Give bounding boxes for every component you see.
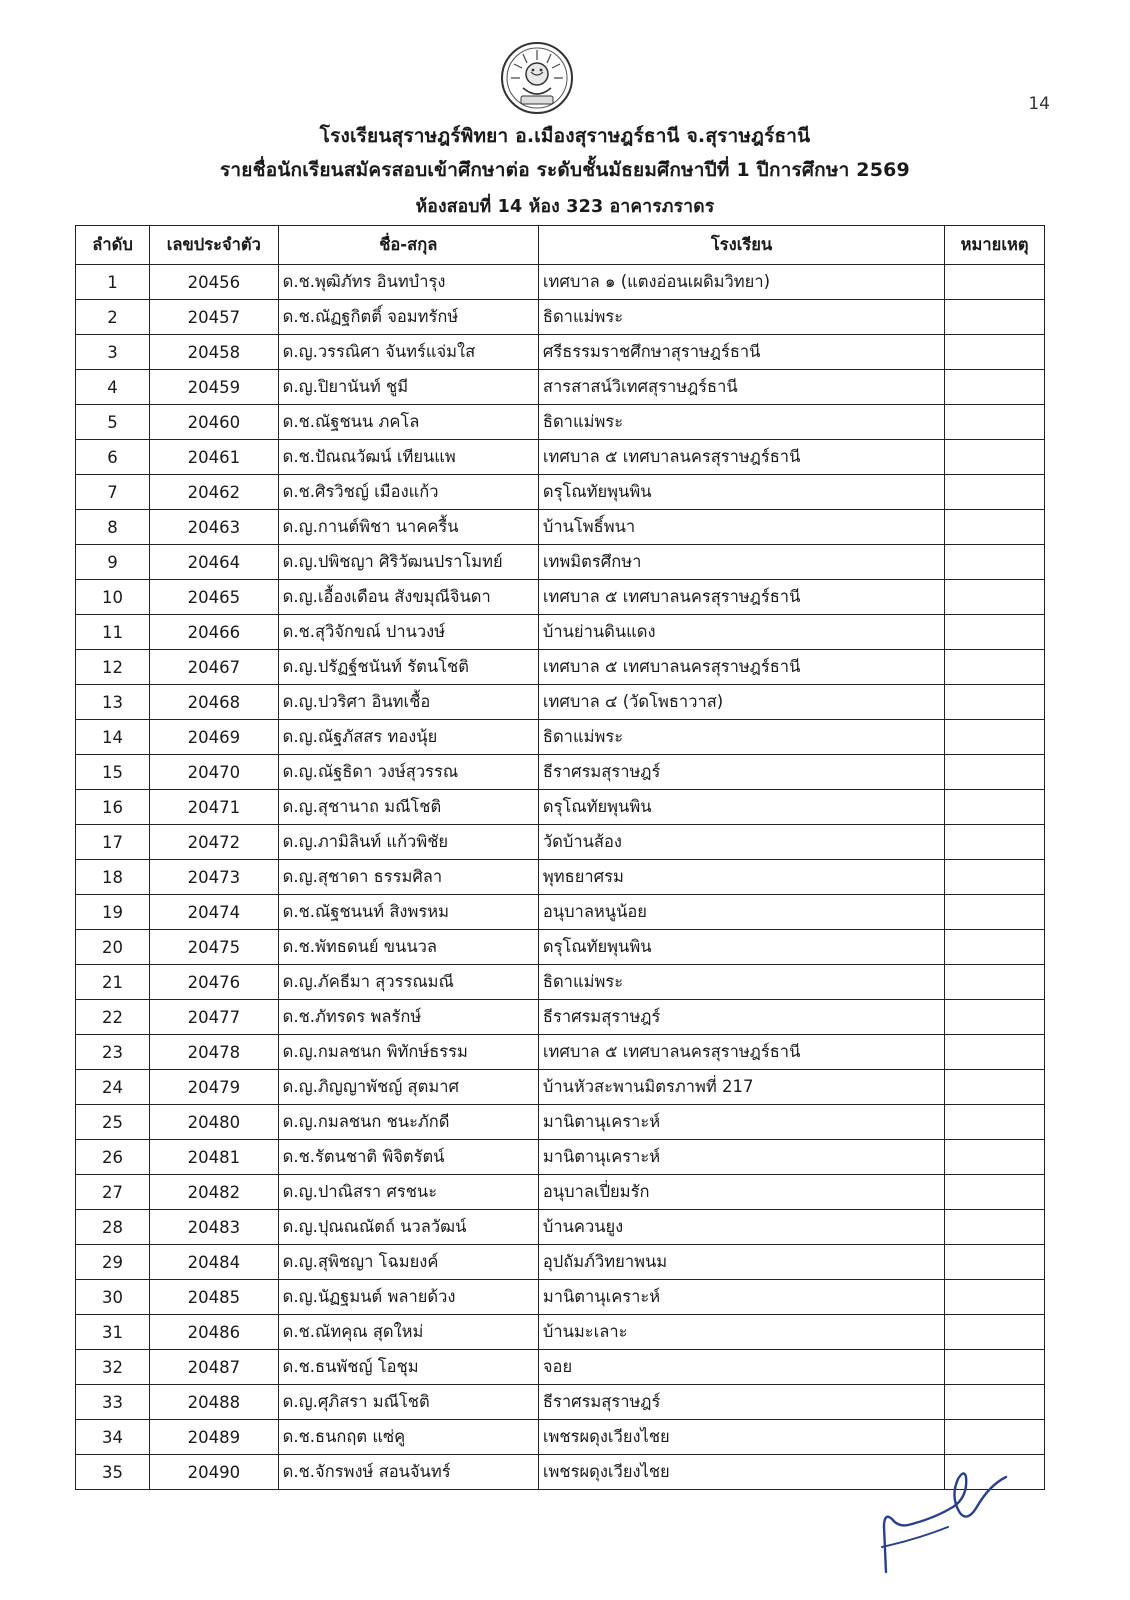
student-id-cell: 20468 [150,685,279,720]
student-id-cell: 20464 [150,545,279,580]
row-order-cell: 6 [76,440,150,475]
table-row [76,720,1045,755]
student-id-cell: 20462 [150,475,279,510]
table-row [76,335,1045,370]
table-row [76,1175,1045,1210]
student-name-cell: ด.ญ.ปุณณณัตถ์ นวลวัฒน์ [278,1210,538,1245]
page-number: 14 [1028,94,1050,114]
previous-school-cell: มานิตานุเคราะห์ [538,1140,944,1175]
previous-school-cell: สารสาสน์วิเทศสุราษฎร์ธานี [538,370,944,405]
table-row [76,1385,1045,1420]
previous-school-cell: บ้านย่านดินแดง [538,615,944,650]
remark-cell [945,1385,1045,1420]
row-order-cell: 15 [76,755,150,790]
student-id-cell: 20456 [150,265,279,300]
previous-school-cell: ธิดาแม่พระ [538,405,944,440]
student-id-cell: 20459 [150,370,279,405]
remark-cell [945,580,1045,615]
table-row [76,860,1045,895]
student-name-cell: ด.ญ.ภามิลินท์ แก้วพิชัย [278,825,538,860]
table-row [76,1035,1045,1070]
previous-school-cell: เพชรผดุงเวียงไชย [538,1455,944,1490]
student-id-cell: 20465 [150,580,279,615]
student-name-cell: ด.ช.ณัฏฐกิตติ์ จอมทรักษ์ [278,300,538,335]
table-row [76,895,1045,930]
student-id-cell: 20458 [150,335,279,370]
remark-cell [945,755,1045,790]
student-name-cell: ด.ช.ภัทรดร พลรักษ์ [278,1000,538,1035]
student-id-cell: 20471 [150,790,279,825]
student-id-cell: 20461 [150,440,279,475]
table-row [76,1210,1045,1245]
table-row [76,1245,1045,1280]
student-name-cell: ด.ญ.กานต์พิชา นาคครื้น [278,510,538,545]
row-order-cell: 35 [76,1455,150,1490]
row-order-cell: 3 [76,335,150,370]
student-id-cell: 20490 [150,1455,279,1490]
row-order-cell: 13 [76,685,150,720]
table-row [76,545,1045,580]
remark-cell [945,790,1045,825]
remark-cell [945,1315,1045,1350]
school-name-heading: โรงเรียนสุราษฎร์พิทยา อ.เมืองสุราษฎร์ธานี จ.สุราษฎร์ธานี [319,125,811,147]
student-name-cell: ด.ช.ณัฐชนน ภคโล [278,405,538,440]
previous-school-cell: ธิดาแม่พระ [538,300,944,335]
table-row [76,755,1045,790]
row-order-cell: 29 [76,1245,150,1280]
student-name-cell: ด.ญ.สุชาดา ธรรมศิลา [278,860,538,895]
remark-cell [945,1280,1045,1315]
student-id-cell: 20475 [150,930,279,965]
previous-school-cell: บ้านหัวสะพานมิตรภาพที่ 217 [538,1070,944,1105]
previous-school-cell: ธิดาแม่พระ [538,965,944,1000]
row-order-cell: 17 [76,825,150,860]
previous-school-cell: มานิตานุเคราะห์ [538,1105,944,1140]
row-order-cell: 7 [76,475,150,510]
row-order-cell: 8 [76,510,150,545]
student-name-cell: ด.ญ.ศุภิสรา มณีโชติ [278,1385,538,1420]
student-id-cell: 20483 [150,1210,279,1245]
table-row [76,1420,1045,1455]
table-row [76,370,1045,405]
table-row [76,440,1045,475]
student-id-cell: 20478 [150,1035,279,1070]
row-order-cell: 26 [76,1140,150,1175]
remark-cell [945,965,1045,1000]
student-name-cell: ด.ช.ธนกฤต แซ่คู [278,1420,538,1455]
row-order-cell: 11 [76,615,150,650]
table-row [76,580,1045,615]
table-row [76,615,1045,650]
row-order-cell: 23 [76,1035,150,1070]
previous-school-cell: ธีราศรมสุราษฎร์ [538,755,944,790]
row-order-cell: 25 [76,1105,150,1140]
previous-school-cell: ธีราศรมสุราษฎร์ [538,1385,944,1420]
remark-cell [945,685,1045,720]
row-order-cell: 18 [76,860,150,895]
student-name-cell: ด.ช.รัตนชาติ พิจิตรัตน์ [278,1140,538,1175]
document-title: รายชื่อนักเรียนสมัครสอบเข้าศึกษาต่อ ระดับชั้นมัธยมศึกษาปีที่ 1 ปีการศึกษา 2569 [220,159,910,181]
column-header-school: โรงเรียน [538,226,944,265]
student-name-cell: ด.ญ.สุชานาถ มณีโชติ [278,790,538,825]
table-row [76,1000,1045,1035]
previous-school-cell: ศรีธรรมราชศึกษาสุราษฎร์ธานี [538,335,944,370]
previous-school-cell: บ้านมะเลาะ [538,1315,944,1350]
student-id-cell: 20479 [150,1070,279,1105]
student-id-cell: 20484 [150,1245,279,1280]
row-order-cell: 1 [76,265,150,300]
previous-school-cell: เทศบาล ๕ เทศบาลนครสุราษฎร์ธานี [538,650,944,685]
table-row [76,475,1045,510]
row-order-cell: 10 [76,580,150,615]
remark-cell [945,720,1045,755]
row-order-cell: 30 [76,1280,150,1315]
row-order-cell: 21 [76,965,150,1000]
row-order-cell: 20 [76,930,150,965]
remark-cell [945,300,1045,335]
previous-school-cell: ดรุโณทัยพุนพิน [538,930,944,965]
row-order-cell: 12 [76,650,150,685]
student-name-cell: ด.ญ.นัฏฐมนต์ พลายด้วง [278,1280,538,1315]
remark-cell [945,405,1045,440]
remark-cell [945,1420,1045,1455]
student-name-cell: ด.ช.สุวิจักขณ์ ปานวงษ์ [278,615,538,650]
previous-school-cell: เทศบาล ๕ เทศบาลนครสุราษฎร์ธานี [538,1035,944,1070]
table-row [76,300,1045,335]
remark-cell [945,895,1045,930]
student-id-cell: 20488 [150,1385,279,1420]
previous-school-cell: วัดบ้านส้อง [538,825,944,860]
row-order-cell: 22 [76,1000,150,1035]
remark-cell [945,265,1045,300]
school-emblem-seal-icon [499,40,575,116]
row-order-cell: 28 [76,1210,150,1245]
row-order-cell: 4 [76,370,150,405]
previous-school-cell: พุทธยาศรม [538,860,944,895]
row-order-cell: 24 [76,1070,150,1105]
remark-cell [945,1105,1045,1140]
remark-cell [945,370,1045,405]
student-id-cell: 20476 [150,965,279,1000]
student-name-cell: ด.ช.ณัฐชนนท์ สิงพรหม [278,895,538,930]
student-name-cell: ด.ญ.ณัฐธิดา วงษ์สุวรรณ [278,755,538,790]
table-row [76,930,1045,965]
previous-school-cell: อนุบาลเปี่ยมรัก [538,1175,944,1210]
student-name-cell: ด.ญ.เอื้องเดือน สังขมุณีจินดา [278,580,538,615]
student-name-cell: ด.ช.ณัทคุณ สุดใหม่ [278,1315,538,1350]
previous-school-cell: บ้านโพธิ์พนา [538,510,944,545]
row-order-cell: 32 [76,1350,150,1385]
previous-school-cell: ดรุโณทัยพุนพิน [538,790,944,825]
table-row [76,790,1045,825]
student-name-cell: ด.ช.ธนพัชญ์ โอชุม [278,1350,538,1385]
student-name-cell: ด.ญ.ปวริศา อินทเชื้อ [278,685,538,720]
remark-cell [945,615,1045,650]
remark-cell [945,1175,1045,1210]
student-name-cell: ด.ญ.ภัคธีมา สุวรรณมณี [278,965,538,1000]
student-name-cell: ด.ช.ปัณณวัฒน์ เทียนแพ [278,440,538,475]
student-name-cell: ด.ญ.ปาณิสรา ศรชนะ [278,1175,538,1210]
student-name-cell: ด.ญ.ณัฐภัสสร ทองนุ้ย [278,720,538,755]
student-name-cell: ด.ญ.ปรัฏฐ์ชนันท์ รัตนโชติ [278,650,538,685]
remark-cell [945,475,1045,510]
remark-cell [945,650,1045,685]
table-row [76,265,1045,300]
table-row [76,825,1045,860]
previous-school-cell: ธีราศรมสุราษฎร์ [538,1000,944,1035]
student-name-cell: ด.ญ.ปพิชญา ศิริวัฒนปราโมทย์ [278,545,538,580]
student-id-cell: 20477 [150,1000,279,1035]
previous-school-cell: จอย [538,1350,944,1385]
roster-body [76,265,1045,1490]
row-order-cell: 31 [76,1315,150,1350]
remark-cell [945,1140,1045,1175]
table-row [76,1350,1045,1385]
student-name-cell: ด.ญ.สุพิชญา โฉมยงค์ [278,1245,538,1280]
table-row [76,685,1045,720]
column-header-name: ชื่อ-สกุล [278,226,538,265]
student-id-cell: 20472 [150,825,279,860]
student-name-cell: ด.ญ.กมลชนก พิทักษ์ธรรม [278,1035,538,1070]
row-order-cell: 33 [76,1385,150,1420]
student-id-cell: 20474 [150,895,279,930]
row-order-cell: 14 [76,720,150,755]
previous-school-cell: เทศบาล ๕ เทศบาลนครสุราษฎร์ธานี [538,440,944,475]
previous-school-cell: บ้านควนยูง [538,1210,944,1245]
previous-school-cell: ธิดาแม่พระ [538,720,944,755]
student-id-cell: 20486 [150,1315,279,1350]
student-name-cell: ด.ช.จักรพงษ์ สอนจันทร์ [278,1455,538,1490]
previous-school-cell: ดรุโณทัยพุนพิน [538,475,944,510]
student-id-cell: 20469 [150,720,279,755]
student-name-cell: ด.ช.พุฒิภัทร อินทบำรุง [278,265,538,300]
table-row [76,1315,1045,1350]
table-row [76,510,1045,545]
student-id-cell: 20463 [150,510,279,545]
student-id-cell: 20457 [150,300,279,335]
remark-cell [945,1245,1045,1280]
student-name-cell: ด.ญ.ปิยานันท์ ชูมี [278,370,538,405]
student-id-cell: 20485 [150,1280,279,1315]
table-row [76,650,1045,685]
table-row [76,1070,1045,1105]
remark-cell [945,510,1045,545]
previous-school-cell: อนุบาลหนูน้อย [538,895,944,930]
row-order-cell: 5 [76,405,150,440]
previous-school-cell: เพชรผดุงเวียงไชย [538,1420,944,1455]
student-name-cell: ด.ญ.ภิญญาพัชญ์ สุตมาศ [278,1070,538,1105]
row-order-cell: 27 [76,1175,150,1210]
remark-cell [945,930,1045,965]
previous-school-cell: เทพมิตรศึกษา [538,545,944,580]
remark-cell [945,825,1045,860]
student-name-cell: ด.ช.พัทธดนย์ ขนนวล [278,930,538,965]
remark-cell [945,545,1045,580]
remark-cell [945,1000,1045,1035]
row-order-cell: 2 [76,300,150,335]
column-header-remark: หมายเหตุ [945,226,1045,265]
exam-room-heading: ห้องสอบที่ 14 ห้อง 323 อาคารภราดร [415,197,715,217]
remark-cell [945,860,1045,895]
remark-cell [945,1035,1045,1070]
student-id-cell: 20480 [150,1105,279,1140]
handwritten-signature-icon [878,1467,1013,1577]
student-id-cell: 20467 [150,650,279,685]
student-id-cell: 20489 [150,1420,279,1455]
student-id-cell: 20487 [150,1350,279,1385]
student-roster-table [75,225,1045,1490]
student-id-cell: 20470 [150,755,279,790]
remark-cell [945,1210,1045,1245]
student-id-cell: 20482 [150,1175,279,1210]
student-id-cell: 20481 [150,1140,279,1175]
table-row [76,1140,1045,1175]
previous-school-cell: เทศบาล ๕ เทศบาลนครสุราษฎร์ธานี [538,580,944,615]
previous-school-cell: อุปถัมภ์วิทยาพนม [538,1245,944,1280]
table-row [76,405,1045,440]
table-header-row [76,226,1045,265]
table-row [76,965,1045,1000]
student-id-cell: 20466 [150,615,279,650]
row-order-cell: 9 [76,545,150,580]
column-header-student-id: เลขประจำตัว [150,226,279,265]
row-order-cell: 16 [76,790,150,825]
student-name-cell: ด.ช.ศิรวิชญ์ เมืองแก้ว [278,475,538,510]
previous-school-cell: เทศบาล ๔ (วัดโพธาวาส) [538,685,944,720]
remark-cell [945,1070,1045,1105]
remark-cell [945,1350,1045,1385]
remark-cell [945,335,1045,370]
table-row [76,1280,1045,1315]
previous-school-cell: เทศบาล ๑ (แตงอ่อนเผดิมวิทยา) [538,265,944,300]
table-row [76,1105,1045,1140]
student-name-cell: ด.ญ.กมลชนก ชนะภักดี [278,1105,538,1140]
remark-cell [945,440,1045,475]
student-name-cell: ด.ญ.วรรณิศา จันทร์แจ่มใส [278,335,538,370]
row-order-cell: 19 [76,895,150,930]
column-header-order: ลำดับ [76,226,150,265]
student-id-cell: 20473 [150,860,279,895]
previous-school-cell: มานิตานุเคราะห์ [538,1280,944,1315]
student-id-cell: 20460 [150,405,279,440]
row-order-cell: 34 [76,1420,150,1455]
